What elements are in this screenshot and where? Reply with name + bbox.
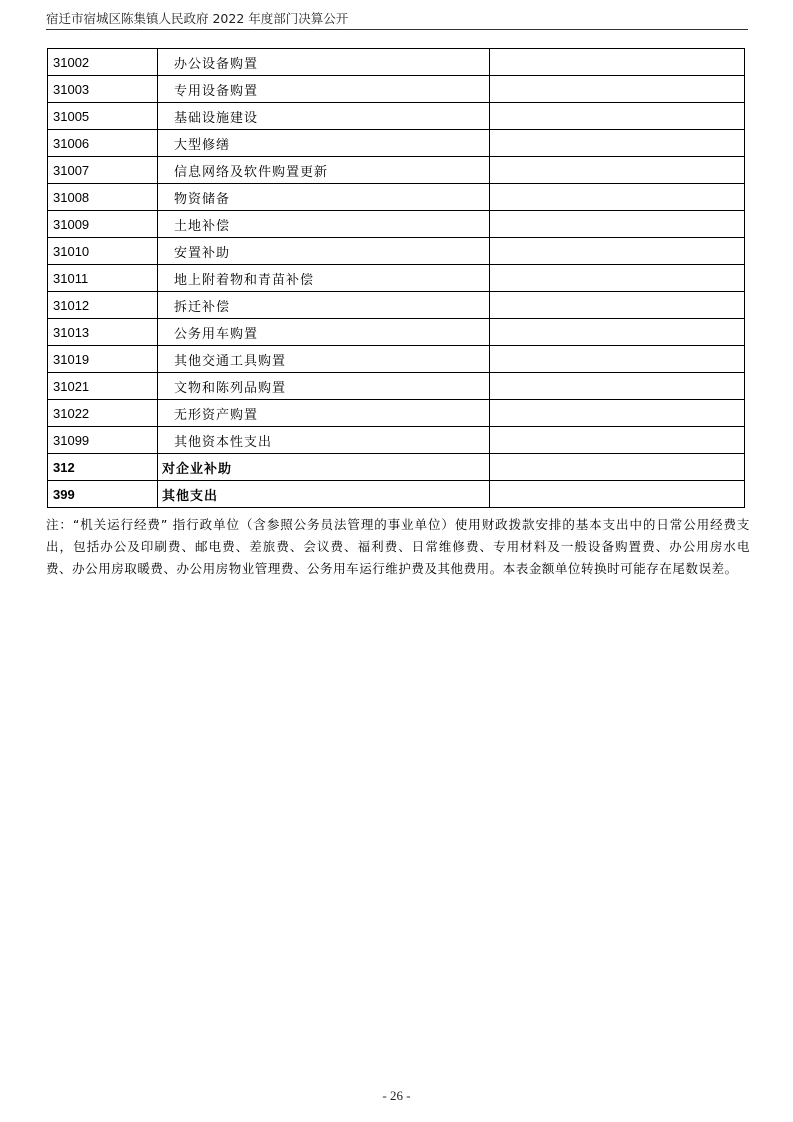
table-row [48, 319, 745, 346]
row-amount-cell [490, 319, 745, 346]
page-header: 宿迁市宿城区陈集镇人民政府 2022 年度部门决算公开 [46, 11, 349, 26]
row-name-cell: 对企业补助 [158, 454, 490, 481]
table-row [48, 427, 745, 454]
table-row [48, 103, 745, 130]
row-amount-cell [490, 427, 745, 454]
table-note: 注：“机关运行经费” 指行政单位（含参照公务员法管理的事业单位）使用财政拨款安排的基本支出中的日常公用经费支出，包括办公及印刷费、邮电费、差旅费、会议费、福利费、日常维修费、专用材料及一般设备购置费、办公用房水电费、办公用房取暖费、办公用房物业管理费、公务用车运行维护费及其他费用。本表金额单位转换时可能存在尾数误差。 [46, 517, 750, 576]
row-code-cell: 31012 [48, 292, 158, 319]
row-code-cell: 31005 [48, 103, 158, 130]
table-row [48, 400, 745, 427]
row-amount-cell [490, 49, 745, 76]
row-name-cell: 专用设备购置 [158, 76, 490, 103]
row-code-cell: 31013 [48, 319, 158, 346]
table-row [48, 346, 745, 373]
row-name-cell: 其他交通工具购置 [158, 346, 490, 373]
row-amount-cell [490, 211, 745, 238]
row-code-cell: 31099 [48, 427, 158, 454]
row-amount-cell [490, 130, 745, 157]
row-code-cell: 31008 [48, 184, 158, 211]
row-code-cell: 31006 [48, 130, 158, 157]
row-amount-cell [490, 400, 745, 427]
row-amount-cell [490, 76, 745, 103]
row-name-cell: 文物和陈列品购置 [158, 373, 490, 400]
row-amount-cell [490, 346, 745, 373]
row-amount-cell [490, 481, 745, 508]
row-amount-cell [490, 292, 745, 319]
row-code-cell: 31010 [48, 238, 158, 265]
table-row [48, 211, 745, 238]
row-name-cell: 安置补助 [158, 238, 490, 265]
table-row [48, 238, 745, 265]
row-amount-cell [490, 454, 745, 481]
row-name-cell: 其他资本性支出 [158, 427, 490, 454]
row-amount-cell [490, 373, 745, 400]
header-divider [46, 29, 748, 30]
table-group-row [48, 454, 745, 481]
row-name-cell: 无形资产购置 [158, 400, 490, 427]
row-name-cell: 基础设施建设 [158, 103, 490, 130]
row-name-cell: 物资储备 [158, 184, 490, 211]
page-number: - 26 - [382, 1088, 411, 1103]
table-row [48, 130, 745, 157]
row-code-cell: 31022 [48, 400, 158, 427]
row-name-cell: 大型修缮 [158, 130, 490, 157]
row-code-cell: 31011 [48, 265, 158, 292]
row-name-cell: 办公设备购置 [158, 49, 490, 76]
row-amount-cell [490, 157, 745, 184]
row-code-cell: 31007 [48, 157, 158, 184]
table-body [48, 49, 745, 508]
table-row [48, 49, 745, 76]
row-code-cell: 31009 [48, 211, 158, 238]
row-amount-cell [490, 184, 745, 211]
table-group-row [48, 481, 745, 508]
row-code-cell: 31003 [48, 76, 158, 103]
row-code-cell: 31019 [48, 346, 158, 373]
row-amount-cell [490, 238, 745, 265]
row-amount-cell [490, 103, 745, 130]
row-name-cell: 信息网络及软件购置更新 [158, 157, 490, 184]
table-row [48, 292, 745, 319]
row-amount-cell [490, 265, 745, 292]
row-name-cell: 土地补偿 [158, 211, 490, 238]
row-name-cell: 其他支出 [158, 481, 490, 508]
table-row [48, 265, 745, 292]
row-name-cell: 拆迁补偿 [158, 292, 490, 319]
row-name-cell: 地上附着物和青苗补偿 [158, 265, 490, 292]
row-name-cell: 公务用车购置 [158, 319, 490, 346]
table-row [48, 373, 745, 400]
expenditure-table [47, 48, 745, 508]
table-row [48, 76, 745, 103]
table-row [48, 157, 745, 184]
row-code-cell: 31002 [48, 49, 158, 76]
row-code-cell: 312 [48, 454, 158, 481]
table-row [48, 184, 745, 211]
row-code-cell: 399 [48, 481, 158, 508]
row-code-cell: 31021 [48, 373, 158, 400]
